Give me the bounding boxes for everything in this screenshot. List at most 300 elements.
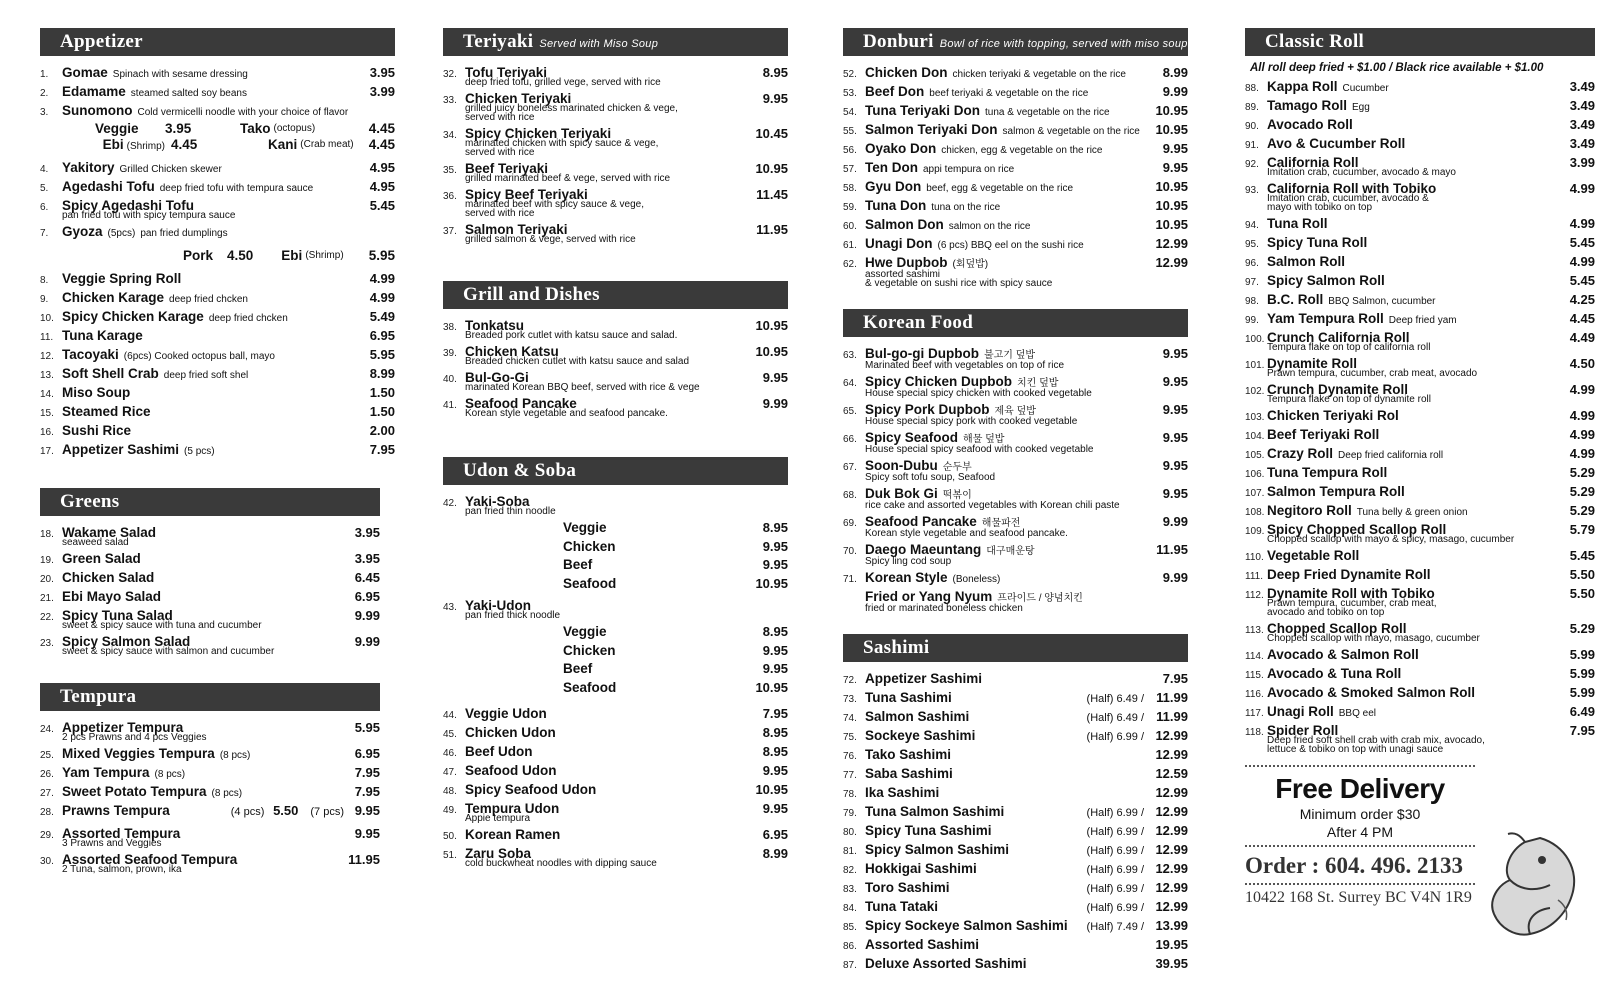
item-number: 49. [443,805,457,816]
menu-item [40,83,395,102]
item-name: Chicken Karage [62,290,165,305]
section-header: Grill and Dishes [443,281,788,309]
item-name: Tako Sashimi [865,747,952,762]
variant-row [443,538,788,557]
variant-price: 10.95 [755,679,788,695]
item-name: Daego Maeuntang [865,542,982,557]
item-price: 3.49 [1569,136,1595,151]
item-number: 71. [843,574,857,585]
item-number: 65. [843,406,857,417]
item-price: 5.50 [1569,567,1595,582]
item-name: Edamame [62,84,126,99]
menu-item [40,159,395,178]
menu-item [40,783,380,802]
item-number: 11. [40,332,54,343]
variant-row [443,519,788,538]
item-price: 5.49 [369,309,395,324]
menu-item [40,346,395,365]
menu-item [1245,722,1595,757]
item-desc: 해물 덮밥 [963,434,1005,445]
menu-item [40,384,395,403]
item-desc: marinated beef with spicy sauce & vege, [465,199,644,210]
item-desc: Cold vermicelli noodle with your choice of flavor [137,107,349,118]
item-desc: 불고기 덮밥 [983,350,1036,361]
item-desc: tuna & vegetable on the rice [985,107,1110,118]
menu-item [1245,521,1595,547]
menu-item [443,317,788,343]
variant-name: Chicken [563,538,616,554]
item-desc: marinated Korean BBQ beef, served with rice & vege [465,382,700,393]
item-name: Appetizer Sashimi [865,671,983,686]
item-name: Steamed Rice [62,404,151,419]
item-number: 53. [843,88,857,99]
variant-row [443,660,788,679]
menu-item [443,395,788,421]
item-desc: chicken, egg & vegetable on the rice [941,145,1103,156]
item-desc: House special spicy pork with cooked vegetable [865,416,1078,427]
item-desc: Tempura flake on top of dynamite roll [1267,394,1431,405]
section-header: Udon & Soba [443,457,788,485]
item-name: Seafood Pancake [465,396,577,411]
item-price: 11.95 [756,222,788,237]
menu-item [843,373,1188,401]
item-number: 23. [40,638,54,649]
variant-row [443,575,788,594]
item-name: Saba Sashimi [865,766,953,781]
variant-row [443,679,788,698]
item-number: 33. [443,95,457,106]
item-desc: & vegetable on sushi rice with spicy sauce [865,278,1053,289]
menu-item [843,822,1188,841]
variant-price: 9.95 [762,661,788,676]
menu-item [40,607,380,633]
item-number: 37. [443,226,457,237]
half-price: (Half) 6.49 / [1086,712,1144,724]
item-name: Chicken Teriyaki Rol [1267,408,1399,423]
item-name: Crazy Roll [1267,446,1334,461]
item-number: 48. [443,786,457,797]
menu-item [843,569,1188,616]
menu-item [1245,116,1595,135]
item-name: Sweet Potato Tempura [62,784,207,799]
item-desc: salmon & vegetable on the rice [1002,126,1140,137]
section-header: Greens [40,488,380,516]
item-number: 115. [1245,670,1264,681]
menu-item [843,746,1188,765]
menu-item [443,160,788,186]
menu-item [40,825,380,851]
column-3 [843,28,1188,992]
item-price: 4.99 [1569,427,1595,442]
item-price: 3.49 [1569,98,1595,113]
item-price: 5.45 [1569,548,1595,563]
variant-row [443,556,788,575]
item-name: Zaru Soba [465,846,532,861]
variant-price: 9.95 [762,557,788,572]
item-desc: grilled salmon & vege, served with rice [465,234,636,245]
item-desc: 2 Tuna, salmon, prown, ika [62,864,182,875]
menu-item [1245,620,1595,646]
item-name: Veggie Udon [465,706,547,721]
menu-item [843,159,1188,178]
item-name: Tamago Roll [1267,98,1348,113]
item-name: Crunch Dynamite Roll [1267,382,1409,397]
item-number: 14. [40,389,54,400]
item-price: 4.99 [1569,382,1595,397]
menu-item [843,708,1188,727]
item-name: Tempura Udon [465,801,560,816]
item-price: 8.95 [762,65,788,80]
item-number: 110. [1245,552,1264,563]
item-price: 12.99 [1155,785,1188,800]
item-price: 12.99 [1155,842,1188,857]
menu-item: 43. Yaki-Udon pan fried thick noodle [443,598,561,621]
item-number: 101. [1245,360,1265,371]
item-desc: served with rice [465,208,535,219]
item-price: 8.95 [762,744,788,759]
menu-item [1245,407,1595,426]
item-name: Avocado & Smoked Salmon Roll [1267,685,1476,700]
item-desc: tuna on the rice [931,202,1001,213]
koi-fish-icon [1480,830,1585,940]
menu-item [1245,329,1595,355]
item-number: 52. [843,69,857,80]
greens-section [40,488,380,659]
menu-item [40,223,395,242]
menu-item [843,841,1188,860]
item-price: 2.00 [369,423,395,438]
item-price: 3.49 [1569,79,1595,94]
item-desc: grilled marinated beef & vege, served with rice [465,173,671,184]
item-desc: beef, egg & vegetable on the rice [926,183,1074,194]
item-number: 113. [1245,625,1264,636]
variant-name: Beef [563,661,593,676]
item-price: 9.95 [1162,458,1188,473]
item-name: Unagi Don [865,236,933,251]
item-price: 5.95 [369,347,395,362]
item-number: 76. [843,751,857,762]
item-number: 45. [443,729,457,740]
menu-item [40,441,395,460]
item-desc: (8 pcs) [154,769,186,780]
item-desc: (5 pcs) [184,446,215,457]
item-price: 5.99 [1569,647,1595,662]
item-name: Appetizer Tempura [62,720,184,735]
item-number: 70. [843,546,857,557]
address: 10422 168 St. Surrey BC V4N 1R9 [1245,889,1472,906]
item-price: 9.99 [354,608,380,623]
item-number: 95. [1245,239,1259,250]
item-name: Spicy Seafood [865,430,959,445]
item-number: 89. [1245,102,1259,113]
item-desc: deep fried chcken [169,294,248,305]
item-name: Wakame Salad [62,525,157,540]
item-number: 98. [1245,296,1259,307]
item-desc: Chopped scallop with mayo & spicy, masago, cucumber [1267,534,1515,545]
item-name: Spicy Chopped Scallop Roll [1267,522,1447,537]
item-price: 5.45 [369,198,395,213]
item-number: 58. [843,183,857,194]
item-price: 9.95 [762,370,788,385]
item-desc: (8 pcs) [219,750,251,761]
menu-item [443,724,788,743]
menu-item [40,270,395,289]
item-desc: Spicy ling cod soup [865,556,952,567]
item-desc: salmon on the rice [948,221,1031,232]
item-desc: Chopped scallop with mayo, masago, cucumber [1267,633,1480,644]
item-desc: 제육 덮밥 [994,406,1036,417]
menu-item [443,705,788,724]
item-number: 105. [1245,450,1265,461]
item-price: 9.95 [1162,402,1188,417]
item-name: Miso Soup [62,385,131,400]
item-desc: Korean style vegetable and seafood pancake. [865,528,1068,539]
divider [1245,765,1475,767]
menu-item [1245,253,1595,272]
item-price: 8.99 [762,846,788,861]
item-name: Seafood Pancake [865,514,977,529]
item-number: 47. [443,767,457,778]
item-price: 12.99 [1155,804,1188,819]
item-name: Oyako Don [865,141,937,156]
menu-item [843,140,1188,159]
item-name: Avocado Roll [1267,117,1353,132]
item-number: 46. [443,748,457,759]
item-name: Chicken Salad [62,570,155,585]
item-number: 83. [843,884,857,895]
item-price: 6.95 [369,328,395,343]
item-desc: steamed salted soy beans [130,88,247,99]
item-desc: Spicy soft tofu soup, Seafood [865,472,996,483]
item-name: Beef Teriyaki Roll [1267,427,1380,442]
item-price: 4.45 [1569,311,1595,326]
item-number: 78. [843,789,857,800]
item-name: Korean Style [865,570,948,585]
item-desc: 대구매운탕 [986,546,1035,557]
half-price: (Half) 6.99 / [1086,902,1144,914]
menu-item [1245,180,1595,215]
item-price: 9.95 [762,91,788,106]
menu-item [1245,646,1595,665]
menu-item [443,186,788,221]
item-name: Tuna Karage [62,328,143,343]
menu-item [843,457,1188,485]
menu-item: 42. Yaki-Soba pan fried thin noodle [443,494,556,517]
menu-item [40,550,380,569]
item-price: 7.95 [762,706,788,721]
item-name: Gyoza [62,224,103,239]
item-number: 106. [1245,469,1265,480]
item-price: 3.99 [1569,155,1595,170]
item-price: 13.99 [1155,918,1188,933]
item-name: Tuna Salmon Sashimi [865,804,1005,819]
menu-item [40,64,395,83]
item-price: 10.95 [755,782,788,797]
grill-section [443,281,788,421]
item-desc: sweet & spicy sauce with tuna and cucumber [62,620,262,631]
item-price: 9.95 [1162,430,1188,445]
item-number: 34. [443,130,457,141]
item-desc: Spinach with sesame dressing [112,69,248,80]
menu-item [1245,585,1595,620]
item-name: Spicy Tuna Sashimi [865,823,992,838]
item-name: Tuna Teriyaki Don [865,103,981,118]
menu-item [443,64,788,90]
item-number: 30. [40,856,54,867]
menu-item [40,422,395,441]
item-name: Deluxe Assorted Sashimi [865,956,1027,971]
item-number: 94. [1245,220,1259,231]
item-price: 4.99 [1569,254,1595,269]
menu-item [40,524,380,550]
item-number: 5. [40,183,49,194]
item-desc: 2 pcs Prawns and 4 pcs Veggies [62,732,207,743]
item-number: 112. [1245,590,1264,601]
divider [1245,883,1475,885]
item-number: 57. [843,164,857,175]
item-price: 4.49 [1569,330,1595,345]
item-name: Tuna Don [865,198,927,213]
item-number: 74. [843,713,857,724]
item-price: 3.95 [369,65,395,80]
item-price: 6.95 [762,827,788,842]
menu-item [443,343,788,369]
item-price: 9.95 [1162,374,1188,389]
item-number: 109. [1245,526,1265,537]
item-name: Tofu Teriyaki [465,65,548,80]
menu-item [40,327,395,346]
menu-item [843,670,1188,689]
item-price: 10.95 [1155,198,1188,213]
order-phone: Order : 604. 496. 2133 [1245,853,1464,878]
menu-item [843,102,1188,121]
item-name: Spicy Tuna Roll [1267,235,1368,250]
item-price: 9.95 [762,801,788,816]
item-desc: House special spicy chicken with cooked vegetable [865,388,1092,399]
item-number: 97. [1245,277,1259,288]
item-number: 104. [1245,431,1265,442]
item-number: 2. [40,88,49,99]
item-desc: deep fried tofu with tempura sauce [159,183,314,194]
item-number: 73. [843,694,857,705]
item-number: 41. [443,400,457,411]
item-price: 1.50 [369,385,395,400]
item-number: 54. [843,107,857,118]
item-number: 88. [1245,83,1259,94]
menu-item [843,955,1188,974]
item-number: 85. [843,922,857,933]
section-header: Donburi Bowl of rice with topping, served with miso soup [843,28,1188,56]
item-name: Toro Sashimi [865,880,950,895]
item-price: 12.99 [1155,236,1188,251]
item-price: 6.95 [354,746,380,761]
item-number: 29. [40,830,54,841]
item-name: Salmon Don [865,217,944,232]
item-name: Deep Fried Dynamite Roll [1267,567,1431,582]
item-price: 4.50 [1569,356,1595,371]
item-desc: House special spicy seafood with cooked vegetable [865,444,1094,455]
menu-item [1245,154,1595,180]
variant-name: Veggie [563,624,607,639]
menu-item [40,745,380,764]
menu-item [40,633,380,659]
item-price: 10.45 [755,126,788,141]
menu-item: 28. Prawns Tempura (4 pcs) 5.50 (7 pcs) 9.95 [40,803,380,818]
menu-item [1245,97,1595,116]
item-desc: pan fried dumplings [140,228,228,239]
item-number: 56. [843,145,857,156]
item-price: 10.95 [755,318,788,333]
item-name: Hokkigai Sashimi [865,861,977,876]
item-desc: BBQ eel [1338,708,1376,719]
menu-item [40,308,395,327]
menu-item [843,197,1188,216]
menu-item [843,917,1188,936]
item-name: Spicy Chicken Teriyaki [465,126,612,141]
item-name: Yam Tempura [62,765,150,780]
item-number: 24. [40,724,54,735]
menu-item [1245,272,1595,291]
item-price: 5.29 [1569,621,1595,636]
item-price: 3.49 [1569,117,1595,132]
menu-item [443,90,788,125]
item-name: Spicy Pork Dupbob [865,402,990,417]
item-name: Duk Bok Gi [865,486,938,501]
item-price: 39.95 [1155,956,1188,971]
item-number: 111. [1245,571,1263,582]
item-number: 114. [1245,651,1264,662]
variant-price: 9.95 [762,538,788,554]
item-desc: Appie tempura [465,813,531,824]
column-1 [40,28,395,895]
item-number: 80. [843,827,857,838]
item-name: Tuna Roll [1267,216,1328,231]
item-name: Tonkatsu [465,318,525,333]
item-desc: Korean style vegetable and seafood pancake. [465,408,668,419]
menu-item [1245,483,1595,502]
item-name: Bul-go-gi Dupbob [865,346,979,361]
item-name: Soft Shell Crab [62,366,159,381]
item-name: Beef Teriyaki [465,161,549,176]
item-name: Chicken Katsu [465,344,559,359]
item-price: 3.95 [354,551,380,566]
item-price: 4.95 [369,179,395,194]
item-name: Unagi Roll [1267,704,1334,719]
item-price: 12.99 [1155,899,1188,914]
section-header: Teriyaki Served with Miso Soup [443,28,788,56]
item-price: 10.95 [1155,217,1188,232]
item-number: 93. [1245,185,1259,196]
item-desc: 순두부 [942,462,972,473]
item-name: Spicy Agedashi Tofu [62,198,195,213]
item-price: 5.99 [1569,685,1595,700]
item-name: Avocado & Salmon Roll [1267,647,1419,662]
item-name: Seafood Udon [465,763,557,778]
item-desc: 3 Prawns and Veggies [62,838,162,849]
item-desc: pan fried tofu with spicy tempura sauce [62,210,236,221]
item-name: Negitoro Roll [1267,503,1352,518]
item-desc: (6pcs) Cooked octopus ball, mayo [123,351,275,362]
menu-item [40,403,395,422]
menu-item [1245,547,1595,566]
half-price: (Half) 6.99 / [1086,807,1144,819]
min-order: Minimum order $30 [1299,806,1421,822]
item-desc: lettuce & tobiko on top with unagi sauce [1267,744,1444,755]
item-name: Bul-Go-Gi [465,370,529,385]
item-number: 99. [1245,315,1259,326]
item-price: 4.99 [1569,446,1595,461]
item-name: Spicy Tuna Salad [62,608,173,623]
